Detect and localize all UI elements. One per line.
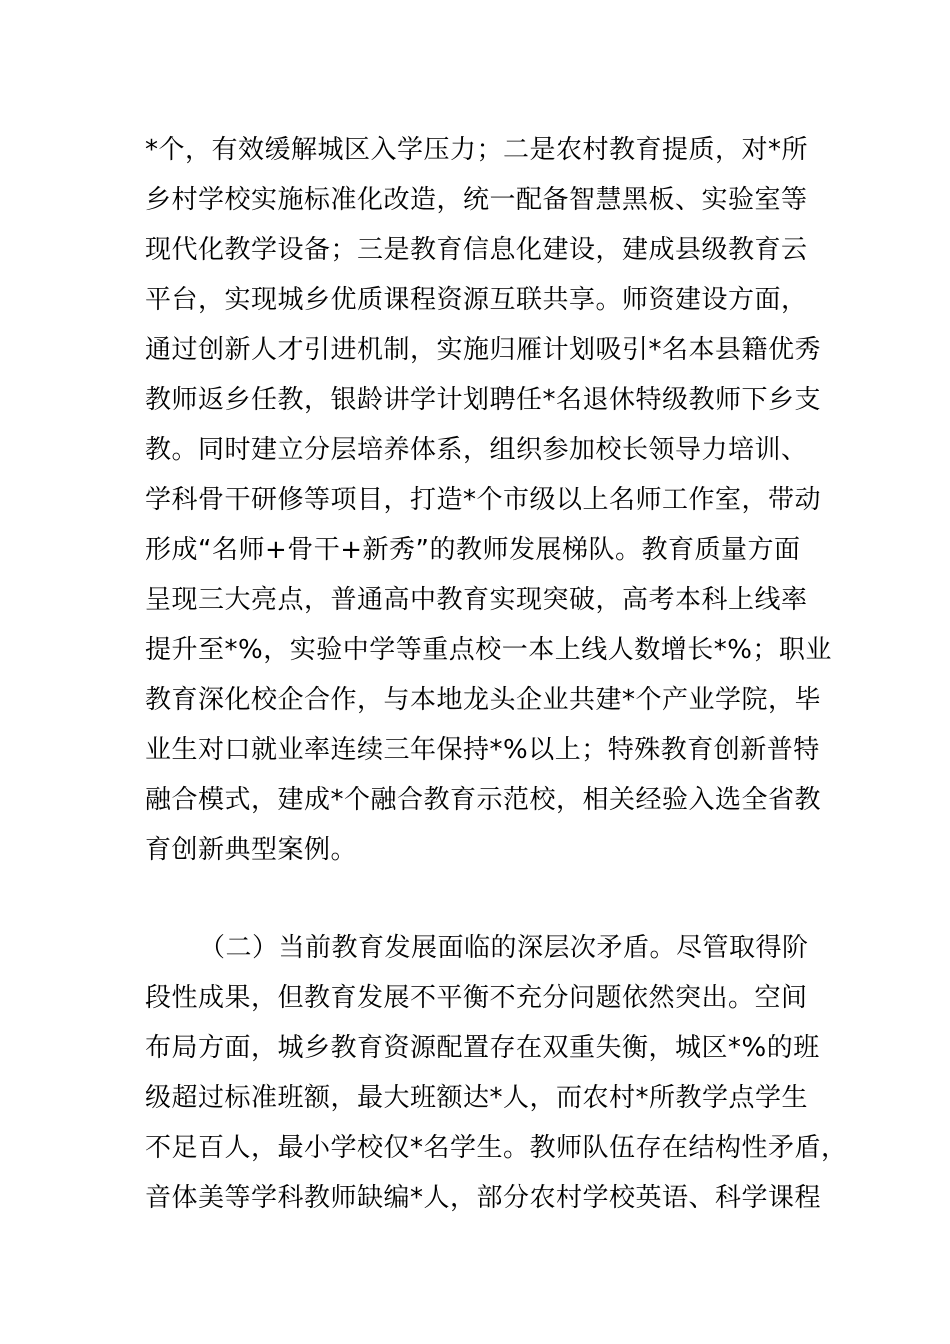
text-line: 学科骨干研修等项目，打造*个市级以上名师工作室，带动 [145, 485, 822, 515]
text-line: *个，有效缓解城区入学压力；二是农村教育提质，对*所 [145, 135, 809, 165]
text-line: 段性成果，但教育发展不平衡不充分问题依然突出。空间 [145, 983, 808, 1013]
text-line: 级超过标准班额，最大班额达*人，而农村*所教学点学生 [145, 1083, 809, 1113]
text-line: 融合模式，建成*个融合教育示范校，相关经验入选全省教 [145, 785, 822, 815]
text-line: 教育深化校企合作，与本地龙头企业共建*个产业学院，毕 [145, 685, 822, 715]
text-line: 形成“名师+骨干+新秀”的教师发展梯队。教育质量方面 [145, 535, 801, 565]
text-line: 提升至*%，实验中学等重点校一本上线人数增长*%；职业 [145, 635, 832, 665]
text-line: 教。同时建立分层培养体系，组织参加校长领导力培训、 [145, 435, 808, 465]
text-line: 音体美等学科教师缺编*人，部分农村学校英语、科学课程 [145, 1183, 822, 1213]
text-line: 育创新典型案例。 [145, 835, 358, 865]
text-line: 现代化教学设备；三是教育信息化建设，建成县级教育云 [145, 235, 808, 265]
text-line: 通过创新人才引进机制，实施归雁计划吸引*名本县籍优秀 [145, 335, 822, 365]
text-line: 平台，实现城乡优质课程资源互联共享。师资建设方面， [145, 285, 808, 315]
text-line: 业生对口就业率连续三年保持*%以上；特殊教育创新普特 [145, 735, 820, 765]
text-line: 布局方面，城乡教育资源配置存在双重失衡，城区*%的班 [145, 1033, 820, 1063]
text-line: 教师返乡任教，银龄讲学计划聘任*名退休特级教师下乡支 [145, 385, 822, 415]
text-line: 呈现三大亮点，普通高中教育实现突破，高考本科上线率 [145, 585, 808, 615]
text-line: （二）当前教育发展面临的深层次矛盾。尽管取得阶 [199, 933, 809, 963]
text-line: 乡村学校实施标准化改造，统一配备智慧黑板、实验室等 [145, 185, 808, 215]
text-line: 不足百人，最小学校仅*名学生。教师队伍存在结构性矛盾， [145, 1133, 848, 1163]
